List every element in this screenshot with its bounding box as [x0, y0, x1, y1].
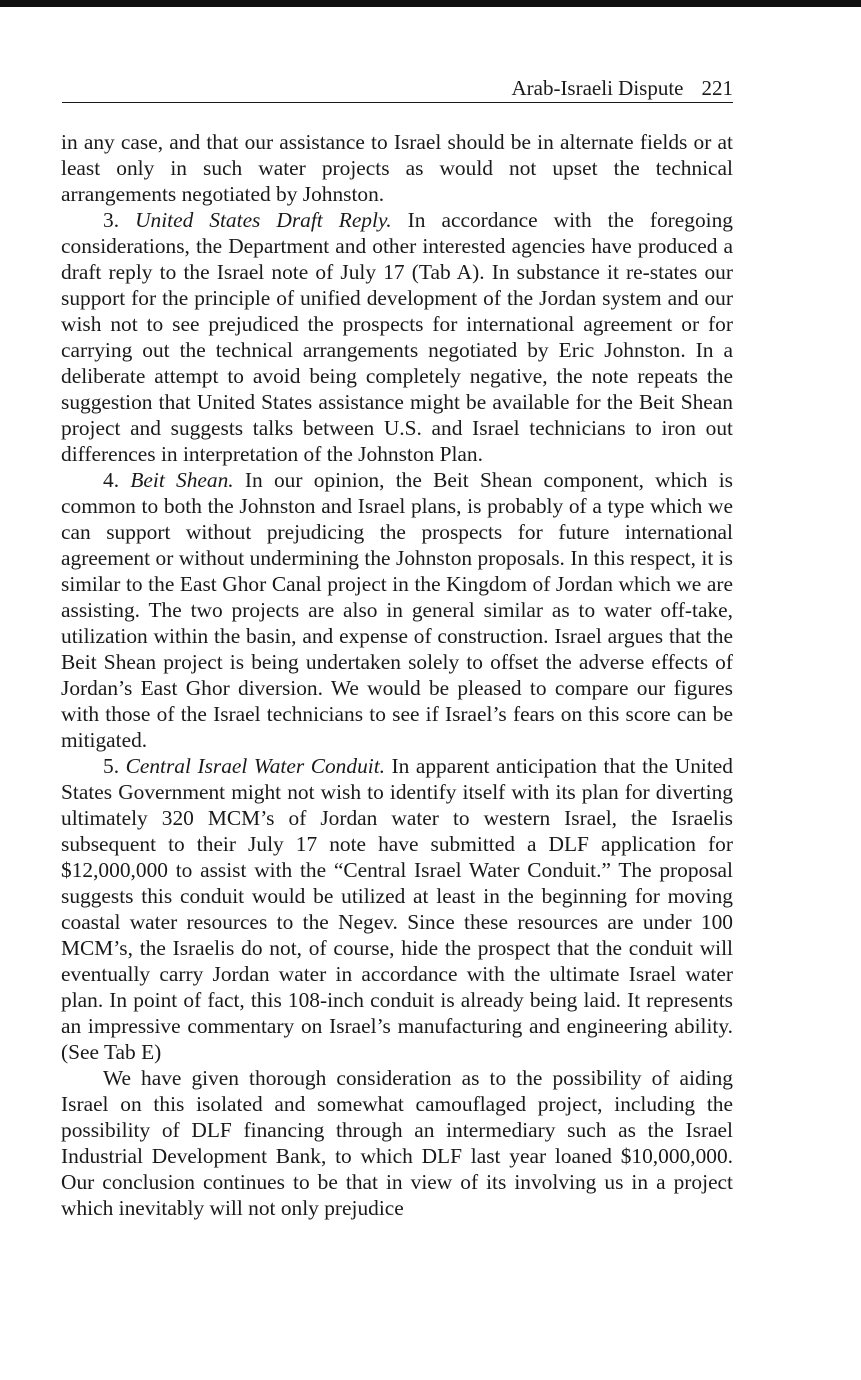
paragraph-number: 4.: [103, 468, 120, 492]
paragraph-draft-reply: [61, 207, 733, 467]
paragraph-beit-shean: [61, 467, 733, 753]
page-number: 221: [701, 76, 733, 100]
paragraph-heading: United States Draft Reply.: [135, 208, 392, 232]
running-head: [62, 76, 733, 103]
paragraph-text: In our opinion, the Beit Shean component, which is common to both the Johnston and Israel plans, is probably of a type which we can support without prejudicing the prospects for future international agreement or without undermining the Johnston proposals. In this respect, it is similar to the East Ghor Canal project in the Kingdom of Jordan which we are assisting. The two projects are also in general similar as to water off-take, utilization within the basin, and expense of construction. Israel argues that the Beit Shean project is being undertaken solely to offset the adverse effects of Jordan’s East Ghor diversion. We would be pleased to compare our figures with those of the Israel technicians to see if Israel’s fears on this score can be mitigated.: [61, 468, 733, 752]
paragraph-heading: Beit Shean.: [130, 468, 234, 492]
paragraph-text: We have given thorough consideration as to the possibility of aiding Israel on this isolated and somewhat camouflaged project, including the possibility of DLF financing through an intermediary such as the Israel Industrial Development Bank, to which DLF last year loaned $10,000,000. Our conclusion continues to be that in view of its involving us in a project which inevitably will not only prejudice: [61, 1066, 733, 1220]
paragraph-text: In apparent anticipation that the United States Government might not wish to identify itself with its plan for diverting ultimately 320 MCM’s of Jordan water to western Israel, the Israelis subsequent to their July 17 note have submitted a DLF application for $12,000,000 to assist with the “Central Israel Water Conduit.” The proposal suggests this conduit would be utilized at least in the beginning for moving coastal water resources to the Negev. Since these resources are under 100 MCM’s, the Israelis do not, of course, hide the prospect that the conduit will eventually carry Jordan water in accordance with the ultimate Israel water plan. In point of fact, this 108-inch conduit is already being laid. It represents an impressive commentary on Israel’s manufacturing and engineering ability. (See Tab E): [61, 754, 733, 1064]
body-text: [61, 129, 733, 1221]
paragraph-continuation: [61, 129, 733, 207]
paragraph-number: 3.: [103, 208, 120, 232]
paragraph-number: 5.: [103, 754, 120, 778]
paragraph-heading: Central Israel Water Conduit.: [125, 754, 385, 778]
running-head-title: Arab-Israeli Dispute: [511, 76, 684, 100]
paragraph-conclusion: [61, 1065, 733, 1221]
paragraph-text: in any case, and that our assistance to Israel should be in alternate fields or at least only in such water projects as would not upset the technical arrangements negotiated by Johnston.: [61, 130, 733, 206]
paragraph-water-conduit: [61, 753, 733, 1065]
paragraph-text: In accordance with the foregoing considerations, the Department and other interested agencies have produced a draft reply to the Israel note of July 17 (Tab A). In substance it re-states our support for the principle of unified development of the Jordan system and our wish not to see prejudiced the prospects for international agreement or for carrying out the technical arrangements negotiated by Eric Johnston. In a deliberate attempt to avoid being completely negative, the note repeats the suggestion that United States assistance might be available for the Beit Shean project and suggests talks between U.S. and Israel technicians to iron out differences in interpretation of the Johnston Plan.: [61, 208, 733, 466]
top-border-rule: [0, 0, 861, 7]
